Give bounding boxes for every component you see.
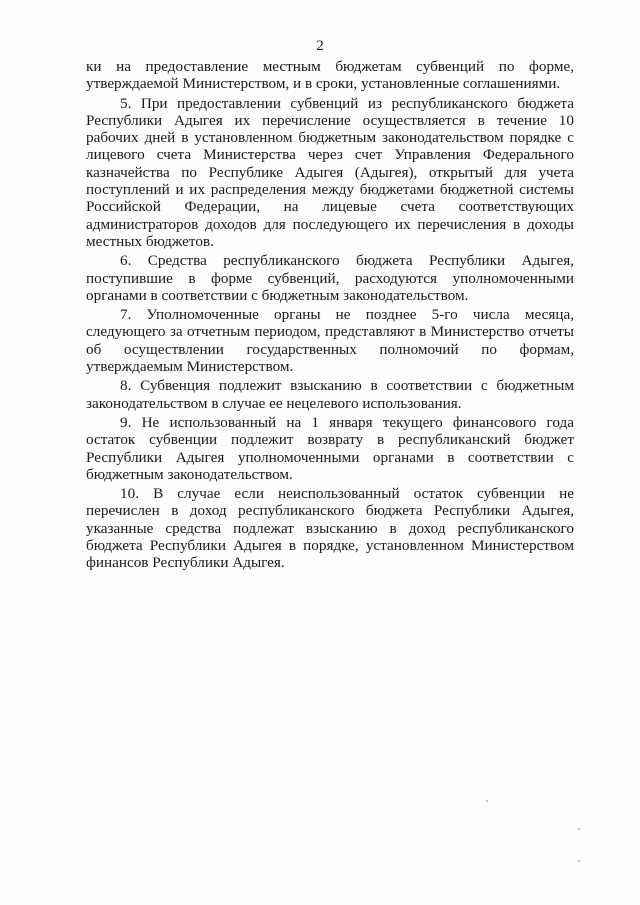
page-number: 2 bbox=[316, 38, 324, 54]
scan-artifact bbox=[578, 860, 580, 862]
paragraph-8: 8. Субвенция подлежит взысканию в соответствии с бюджетным законодательством в случае ее нецелевого использования. bbox=[86, 377, 574, 412]
paragraph-7: 7. Уполномоченные органы не позднее 5-го числа месяца, следующего за отчетным периодом, представляют в Министерство отчеты об осуществлении государственных полномочий по формам, утверждаемым Министерством. bbox=[86, 306, 574, 376]
paragraph-continuation: ки на предоставление местным бюджетам субвенций по форме, утверждаемой Министерством, и в сроки, установленные соглашениями. bbox=[86, 58, 574, 93]
paragraph-6: 6. Средства республиканского бюджета Республики Адыгея, поступившие в форме субвенций, расходуются уполномоченными органами в соответствии с бюджетным законодательством. bbox=[86, 252, 574, 304]
paragraph-9: 9. Не использованный на 1 января текущего финансового года остаток субвенции подлежит возврату в республиканский бюджет Республики Адыгея уполномоченными органами в соответствии с бюджетным законодательством. bbox=[86, 413, 574, 483]
paragraph-5: 5. При предоставлении субвенций из республиканского бюджета Республики Адыгея их перечисление осуществляется в течение 10 рабочих дней в установленном бюджетным законодательством порядке с лицевого счета Министерства через счет Управления Федерального казначейства по Республике Адыгея (Адыгея), открытый для учета поступлений и их распределения между бюджетами бюджетной системы Российской Федерации, на лицевые счета соответствующих администраторов доходов для последующего их перечисления в доходы местных бюджетов. bbox=[86, 94, 574, 250]
scan-artifact bbox=[486, 800, 488, 802]
document-body bbox=[86, 58, 574, 574]
paragraph-10: 10. В случае если неиспользованный остаток субвенции не перечислен в доход республиканского бюджета Республики Адыгея, указанные средства подлежат взысканию в доход республиканского бюджета Республики Адыгея в порядке, установленном Министерством финансов Республики Адыгея. bbox=[86, 485, 574, 572]
scan-artifact bbox=[578, 828, 580, 830]
